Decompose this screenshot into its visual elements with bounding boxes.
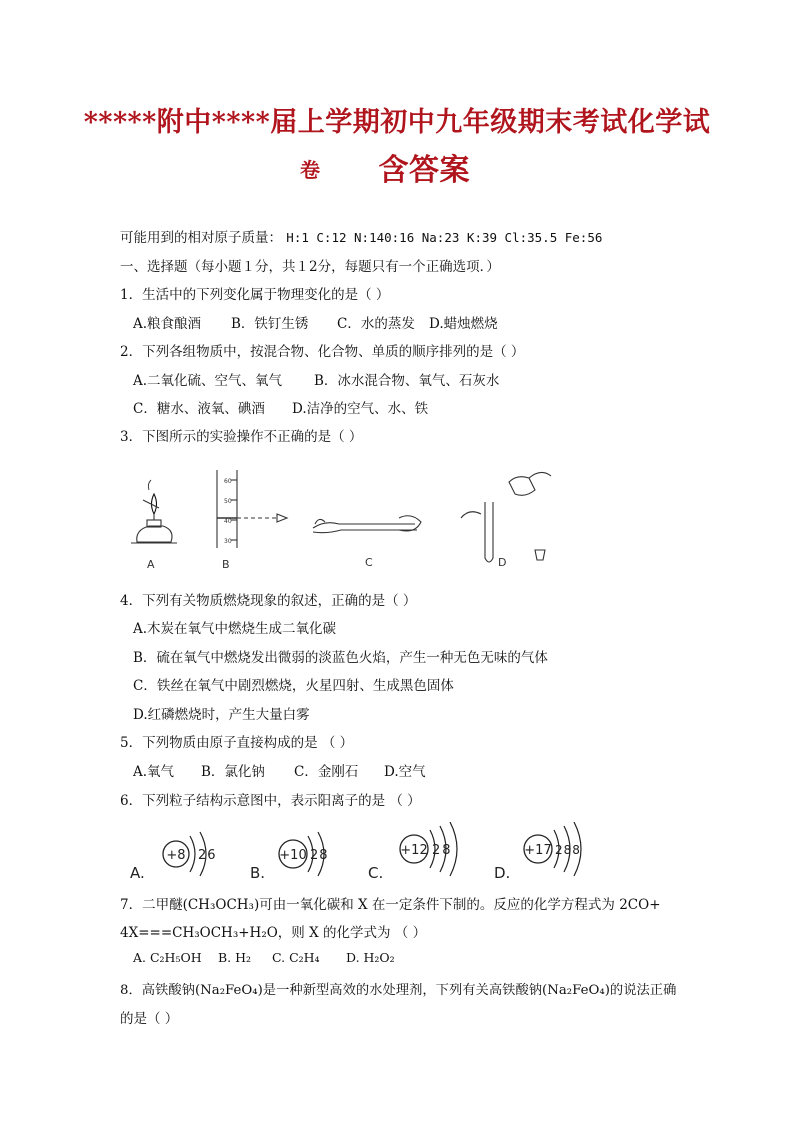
structure-d (494, 822, 581, 882)
q2-option-d: D.洁净的空气、水、铁 (292, 401, 429, 417)
structure-a-electrons: 26 (198, 848, 217, 863)
structure-c-nucleus: +12 (400, 843, 428, 858)
q7-option-b: B. H₂ (218, 950, 252, 965)
atomic-mass-label: 可能用到的相对原子质量： (120, 230, 282, 246)
figure-label-d: D (498, 556, 507, 569)
structure-d-electrons: 288 (555, 843, 581, 857)
question-2-stem: 2．下列各组物质中，按混合物、化合物、单质的顺序排列的是（ ） (120, 344, 525, 360)
question-7-options (133, 950, 395, 965)
question-3-stem: 3．下图所示的实验操作不正确的是（ ） (120, 429, 363, 445)
question-5-stem: 5．下列物质由原子直接构成的是 （ ） (120, 735, 354, 751)
exam-title-line2-start: 卷 (300, 158, 321, 182)
question-8-stem-line1: 8．高铁酸钠(Na₂FeO₄)是一种新型高效的水处理剂，下列有关高铁酸钠(Na₂FeO₄)的说法正确 (120, 983, 677, 998)
q7-option-a: A. C₂H₅OH (133, 950, 202, 965)
q1-option-a: A.粮食酿酒 (133, 316, 202, 332)
q2-option-c: C．糖水、液氧、碘酒 (133, 401, 265, 417)
scale-tick-40: 40 (224, 518, 232, 525)
atomic-mass-values: H:1 C:12 N:140:16 Na:23 K:39 Cl:35.5 Fe:56 (286, 230, 603, 245)
q1-option-c: C．水的蒸发 (337, 316, 415, 332)
scale-tick-50: 50 (224, 498, 232, 505)
exam-title-line1: *****附中****届上学期初中九年级期末考试化学试 (83, 107, 711, 138)
structure-b-electrons: 28 (310, 848, 329, 863)
section-heading: 一、选择题（每小题１分，共１2分，每题只有一个正确选项．） (120, 259, 500, 275)
figure-label-b: B (222, 558, 230, 571)
question-1-options (133, 312, 498, 332)
scale-tick-60: 60 (224, 478, 232, 485)
exam-title-line2 (300, 145, 470, 189)
structure-c (368, 822, 457, 882)
structure-b (250, 832, 329, 882)
question-6-stem: 6．下列粒子结构示意图中，表示阳离子的是 （ ） (120, 793, 421, 809)
q5-option-b: B．氯化钠 (201, 764, 265, 780)
question-4-stem: 4．下列有关物质燃烧现象的叙述，正确的是（ ） (120, 593, 417, 609)
particle-structure-figure (128, 822, 608, 884)
question-1-stem: 1．生活中的下列变化属于物理变化的是（ ） (120, 287, 390, 303)
structure-a-nucleus: +8 (166, 848, 186, 863)
question-2-options-row1 (133, 369, 499, 389)
structure-c-label: C. (368, 864, 384, 882)
q7-option-c: C. C₂H₄ (272, 950, 320, 965)
q1-option-b: B．铁钉生锈 (231, 316, 309, 332)
question-7-stem-line1: 7．二甲醚(CH₃OCH₃)可由一氧化碳和 X 在一定条件下制的。反应的化学方程式为 2CO+ (120, 897, 661, 913)
q4-option-a: A.木炭在氧气中燃烧生成二氧化碳 (133, 621, 337, 637)
question-2-options-row2 (133, 397, 428, 417)
structure-c-electrons: 28 (432, 843, 453, 858)
q4-option-c: C．铁丝在氧气中剧烈燃烧，火星四射、生成黑色固体 (133, 678, 454, 694)
figure-label-a: A (147, 558, 155, 571)
lab-operations-figure (125, 460, 565, 575)
q5-option-a: A.氧气 (133, 764, 175, 780)
exam-title-answer-note: 含答案 (378, 153, 470, 188)
q4-option-b: B．硫在氧气中燃烧发出微弱的淡蓝色火焰，产生一种无色无味的气体 (133, 650, 548, 666)
question-8-stem-line2: 的是（ ） (120, 1011, 179, 1027)
q5-option-d: D.空气 (384, 764, 426, 780)
q4-option-d: D.红磷燃烧时，产生大量白雾 (133, 707, 310, 723)
structure-a (130, 832, 217, 882)
structure-d-label: D. (494, 864, 511, 882)
figure-label-c: C (365, 556, 373, 569)
question-7-stem-line2: 4X===CH₃OCH₃+H₂O，则 X 的化学式为 （ ） (120, 925, 427, 941)
question-5-options (133, 760, 426, 780)
figure-a-alcohol-lamp (131, 480, 177, 543)
structure-b-nucleus: +10 (279, 848, 307, 863)
structure-b-label: B. (250, 864, 266, 882)
figure-d-pouring-test-tube (461, 472, 551, 562)
q2-option-b: B．冰水混合物、氧气、石灰水 (314, 373, 500, 389)
q1-option-d: D.蜡烛燃烧 (429, 316, 498, 332)
scale-tick-30: 30 (224, 538, 232, 545)
figure-c-hands-strip (313, 516, 421, 533)
q7-option-d: D. H₂O₂ (346, 950, 395, 965)
q2-option-a: A.二氧化硫、空气、氧气 (133, 373, 283, 389)
structure-a-label: A. (130, 864, 145, 882)
atomic-mass-line (120, 226, 602, 246)
q5-option-c: C．金刚石 (294, 764, 359, 780)
structure-d-nucleus: +17 (524, 843, 552, 858)
